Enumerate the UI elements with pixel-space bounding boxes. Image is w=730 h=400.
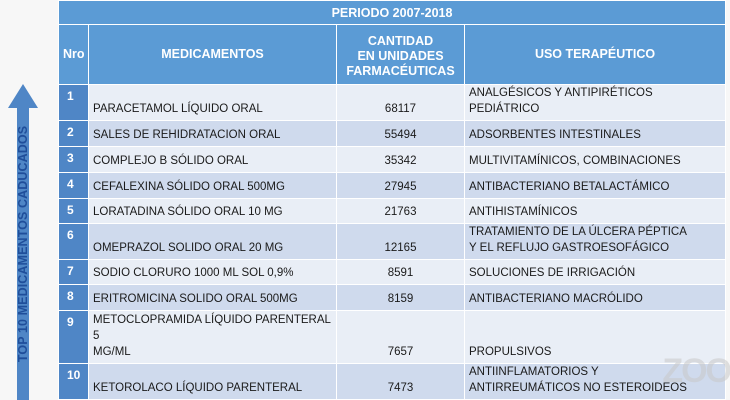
table-row [59,85,726,121]
quantity: 27945 [337,172,465,198]
medication-name-line: PARACETAMOL LÍQUIDO ORAL [93,103,263,116]
therapeutic-use-line: ANTIRREUMÁTICOS NO ESTEROIDEOS [469,382,687,394]
quantity: 68117 [337,85,465,121]
medication-name [89,260,337,285]
side-label-text: TOP 10 MEDICAMENTOS CADUCADOS [16,125,30,363]
therapeutic-use-line: MULTIVITAMÍNICOS, COMBINACIONES [469,154,681,167]
table-row [59,172,726,198]
table-row [59,121,726,147]
therapeutic-use [465,260,726,285]
table-row [59,260,726,285]
medication-name-line: CEFALEXINA SÓLIDO ORAL 500MG [93,180,285,193]
therapeutic-use [465,285,726,311]
therapeutic-use-line: ANTIBACTERIANO MACRÓLIDO [469,293,643,306]
therapeutic-use-line: ANTIBACTERIANO BETALACTÁMICO [469,180,670,193]
medication-name-line: KETOROLACO LÍQUIDO PARENTERAL [93,382,303,394]
row-number: 8 [59,285,89,311]
medication-name-line: METOCLOPRAMIDA LÍQUIDO PARENTERAL 5 [93,313,331,342]
period-title: PERIODO 2007-2018 [59,1,726,25]
medication-name-line: ERITROMICINA SOLIDO ORAL 500MG [93,293,298,306]
therapeutic-use [465,147,726,172]
therapeutic-use-line: ANTIINFLAMATORIOS Y [469,366,599,378]
medication-name [89,285,337,311]
therapeutic-use-line: ANALGÉSICOS Y ANTIPIRÉTICOS PEDIÁTRICO [469,87,653,116]
row-number: 3 [59,147,89,172]
row-number: 2 [59,121,89,147]
quantity: 21763 [337,198,465,223]
row-number: 6 [59,223,89,259]
medication-name [89,198,337,223]
therapeutic-use-line: ANTIHISTAMÍNICOS [469,205,578,218]
medication-name [89,121,337,147]
therapeutic-use-line: Y EL REFLUJO GASTROESOFÁGICO [469,242,670,255]
col-header-uso: USO TERAPÉUTICO [465,25,726,85]
period-row [59,1,726,25]
col-header-medicamentos: MEDICAMENTOS [89,25,337,85]
table-row [59,311,726,363]
medication-name-line: SODIO CLORURO 1000 ML SOL 0,9% [93,267,294,280]
row-number: 9 [59,311,89,363]
header-row [59,25,726,85]
therapeutic-use [465,121,726,147]
therapeutic-use-line: TRATAMIENTO DE LA ÚLCERA PÉPTICA [469,226,687,239]
quantity: 12165 [337,223,465,259]
medication-name [89,363,337,399]
cantidad-line-1: CANTIDAD [367,34,434,48]
medications-table [58,0,726,400]
table-row [59,198,726,223]
quantity: 7473 [337,363,465,399]
medication-name [89,223,337,259]
therapeutic-use [465,172,726,198]
table-row [59,363,726,399]
therapeutic-use-line: SOLUCIONES DE IRRIGACIÓN [469,267,636,280]
side-panel [0,0,58,400]
therapeutic-use [465,85,726,121]
cantidad-line-3: FARMACÉUTICAS [346,64,455,78]
col-header-cantidad [337,25,465,85]
row-number: 10 [59,363,89,399]
table-row [59,223,726,259]
medication-name-line: COMPLEJO B SÓLIDO ORAL [93,154,249,167]
therapeutic-use-line: ADSORBENTES INTESTINALES [469,129,641,142]
medication-name [89,85,337,121]
row-number: 7 [59,260,89,285]
quantity: 8159 [337,285,465,311]
therapeutic-use-line: PROPULSIVOS [469,345,552,358]
side-label [13,118,33,370]
table-row [59,147,726,172]
therapeutic-use [465,198,726,223]
medication-name-line: SALES DE REHIDRATACION ORAL [93,129,281,142]
medication-name-line: OMEPRAZOL SOLIDO ORAL 20 MG [93,242,284,255]
medication-name-line: MG/ML [93,345,131,358]
quantity: 7657 [337,311,465,363]
quantity: 35342 [337,147,465,172]
col-header-nro: Nro [59,25,89,85]
row-number: 5 [59,198,89,223]
quantity: 8591 [337,260,465,285]
medication-name [89,311,337,363]
medication-name-line: LORATADINA SÓLIDO ORAL 10 MG [93,205,283,218]
quantity: 55494 [337,121,465,147]
medication-name [89,147,337,172]
table-row [59,285,726,311]
zoom-watermark: ZOO [662,352,730,390]
row-number: 1 [59,85,89,121]
therapeutic-use [465,223,726,259]
cantidad-line-2: EN UNIDADES [357,49,444,63]
row-number: 4 [59,172,89,198]
medication-name [89,172,337,198]
